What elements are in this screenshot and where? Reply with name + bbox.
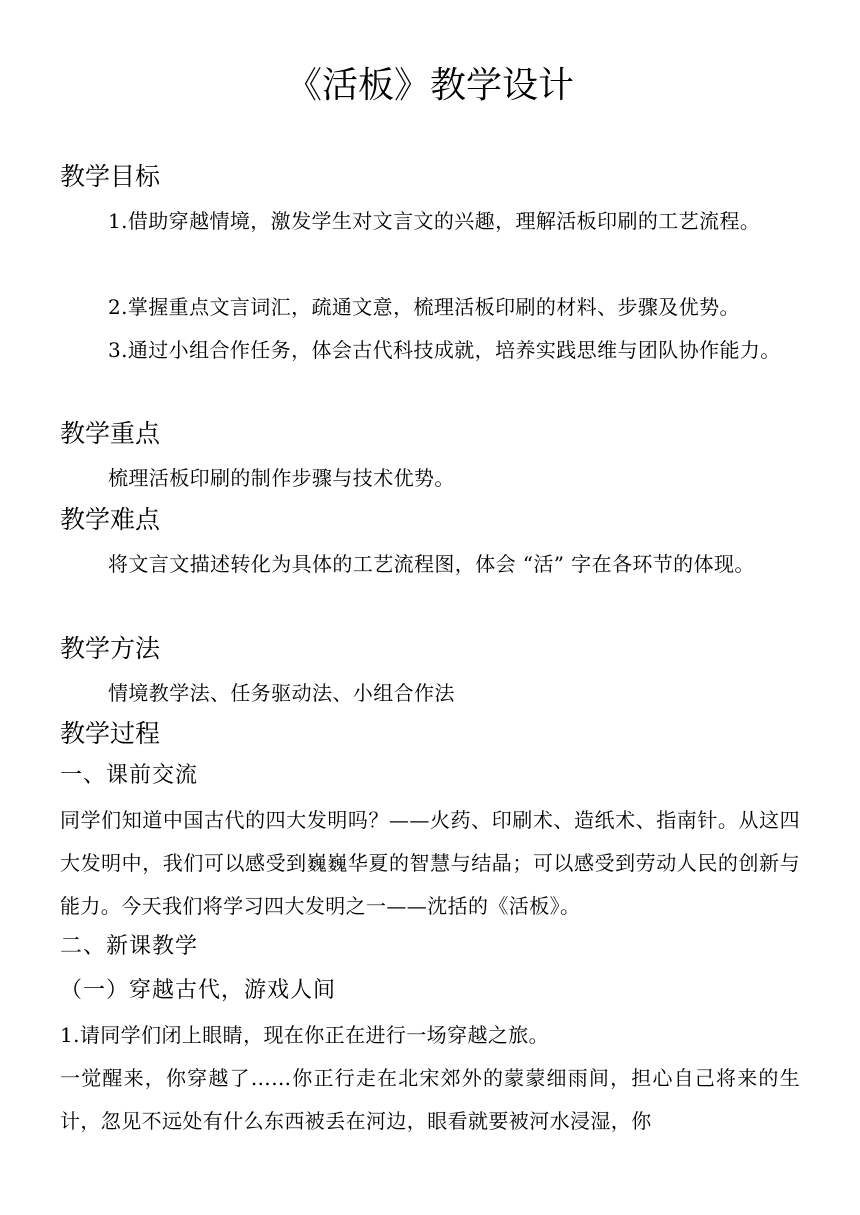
heading-pre-class: 一、课前交流 xyxy=(60,763,199,788)
heading-new-lesson: 二、新课教学 xyxy=(60,934,199,959)
heading-process: 教学过程 xyxy=(60,719,161,748)
heading-methods: 教学方法 xyxy=(60,634,161,663)
heading-time-travel: （一）穿越古代，游戏人间 xyxy=(60,978,337,1003)
heading-objectives: 教学目标 xyxy=(60,162,161,191)
methods-text: 情境教学法、任务驱动法、小组合作法 xyxy=(108,681,455,705)
pre-class-text: 同学们知道中国古代的四大发明吗？——火药、印刷术、造纸术、指南针。从这四大发明中，我们可以感受到巍巍华夏的智慧与结晶；可以感受到劳动人民的创新与能力。今天我们将学习四大发明之一——沈括的《活板》。 xyxy=(60,808,800,918)
document-title: 《活板》教学设计 xyxy=(285,65,574,106)
objective-item-3: 3.通过小组合作任务，体会古代科技成就，培养实践思维与团队协作能力。 xyxy=(108,338,781,362)
time-travel-item-1: 1.请同学们闭上眼睛，现在你正在进行一场穿越之旅。 xyxy=(60,1023,550,1047)
objective-item-1: 1.借助穿越情境，激发学生对文言文的兴趣，理解活板印刷的工艺流程。 xyxy=(108,209,761,233)
objective-item-2: 2.掌握重点文言词汇，疏通文意，梳理活板印刷的材料、步骤及优势。 xyxy=(108,295,740,319)
key-points-text: 梳理活板印刷的制作步骤与技术优势。 xyxy=(108,466,455,490)
heading-difficulties: 教学难点 xyxy=(60,505,161,534)
time-travel-story: 一觉醒来，你穿越了……你正行走在北宋郊外的蒙蒙细雨间，担心自己将来的生计，忽见不远处有什么东西被丢在河边，眼看就要被河水浸湿，你 xyxy=(60,1066,800,1133)
heading-key-points: 教学重点 xyxy=(60,419,161,448)
difficulties-text: 将文言文描述转化为具体的工艺流程图，体会 “活” 字在各环节的体现。 xyxy=(108,552,755,576)
